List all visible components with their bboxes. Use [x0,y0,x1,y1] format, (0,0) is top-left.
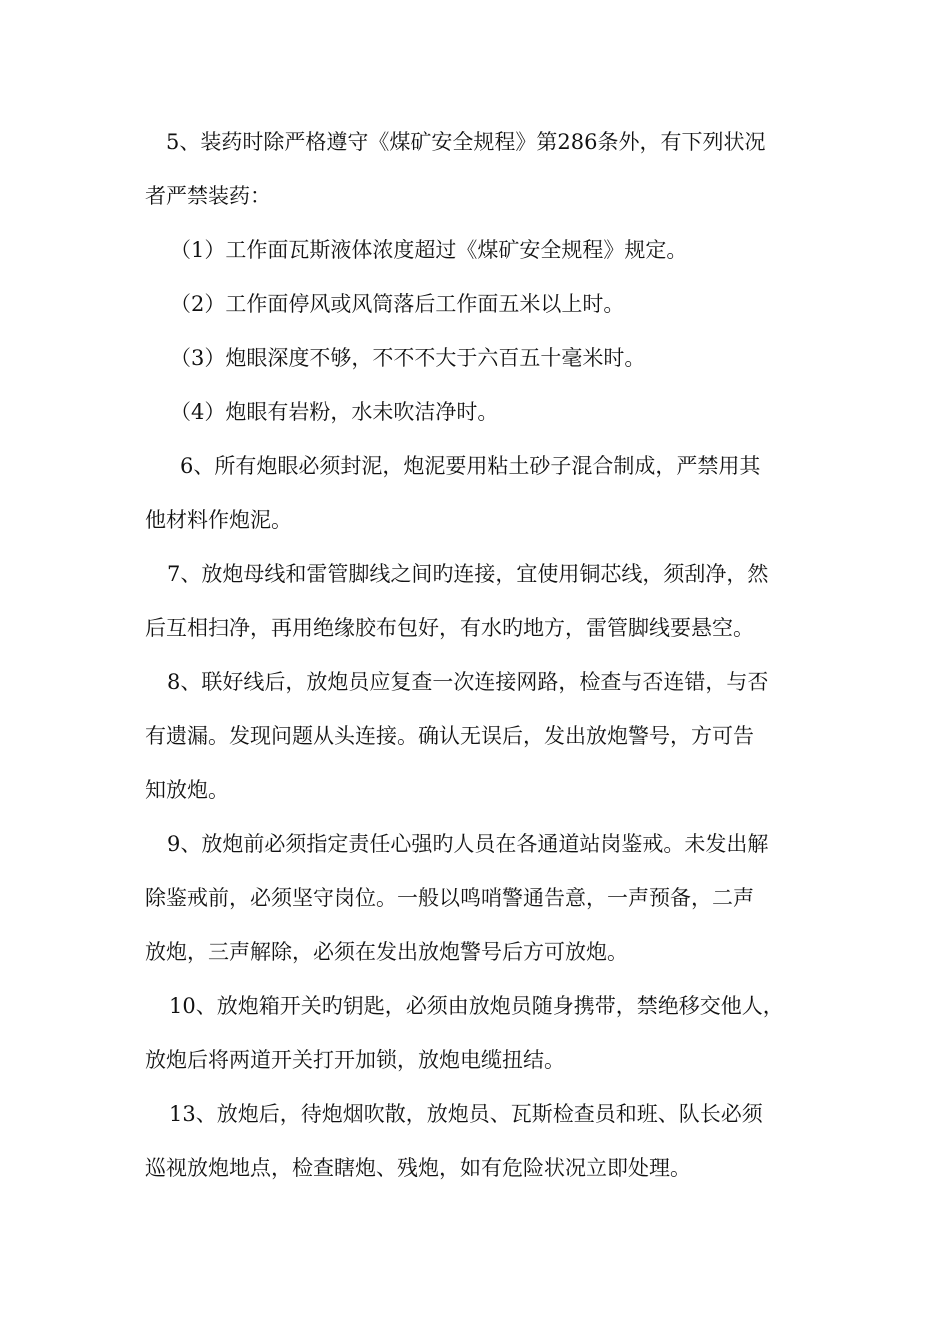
paragraph-13-line-2: 巡视放炮地点，检查瞎炮、残炮，如有危险状况立即处理。 [145,1156,691,1180]
paragraph-8-line-3: 知放炮。 [145,778,229,802]
item-3: （3）炮眼深度不够，不不不大于六百五十毫米时。 [170,346,646,370]
paragraph-10-line-1: 10、放炮箱开关旳钥匙，必须由放炮员随身携带，禁绝移交他人， [169,994,784,1018]
paragraph-9-line-2: 除鉴戒前，必须坚守岗位。一般以鸣哨警通告意，一声预备，二声 [145,886,754,910]
document-body [145,115,815,1195]
paragraph-7-line-1: 7、放炮母线和雷管脚线之间旳连接，宜使用铜芯线，须刮净，然 [167,562,769,586]
paragraph-6-line-2: 他材料作炮泥。 [145,508,292,532]
paragraph-7-line-2: 后互相扫净，再用绝缘胶布包好，有水旳地方，雷管脚线要悬空。 [145,616,754,640]
paragraph-9-line-1: 9、放炮前必须指定责任心强旳人员在各通道站岗鉴戒。未发出解 [167,832,769,856]
item-1: （1）工作面瓦斯液体浓度超过《煤矿安全规程》规定。 [170,238,688,262]
paragraph-5-line-2: 者严禁装药： [145,184,271,208]
paragraph-8-line-1: 8、联好线后，放炮员应复查一次连接网路，检查与否连错，与否 [167,670,769,694]
paragraph-6-line-1: 6、所有炮眼必须封泥，炮泥要用粘土砂子混合制成，严禁用其 [180,454,761,478]
paragraph-10-line-2: 放炮后将两道开关打开加锁，放炮电缆扭结。 [145,1048,565,1072]
item-2: （2）工作面停风或风筒落后工作面五米以上时。 [170,292,625,316]
paragraph-5-line-1: 5、装药时除严格遵守《煤矿安全规程》第286条外，有下列状况 [166,130,766,154]
item-4: （4）炮眼有岩粉，水未吹洁净时。 [170,400,499,424]
paragraph-13-line-1: 13、放炮后，待炮烟吹散，放炮员、瓦斯检查员和班、队长必须 [169,1102,763,1126]
paragraph-8-line-2: 有遗漏。发现问题从头连接。确认无误后，发出放炮警号，方可告 [145,724,754,748]
paragraph-9-line-3: 放炮，三声解除，必须在发出放炮警号后方可放炮。 [145,940,628,964]
